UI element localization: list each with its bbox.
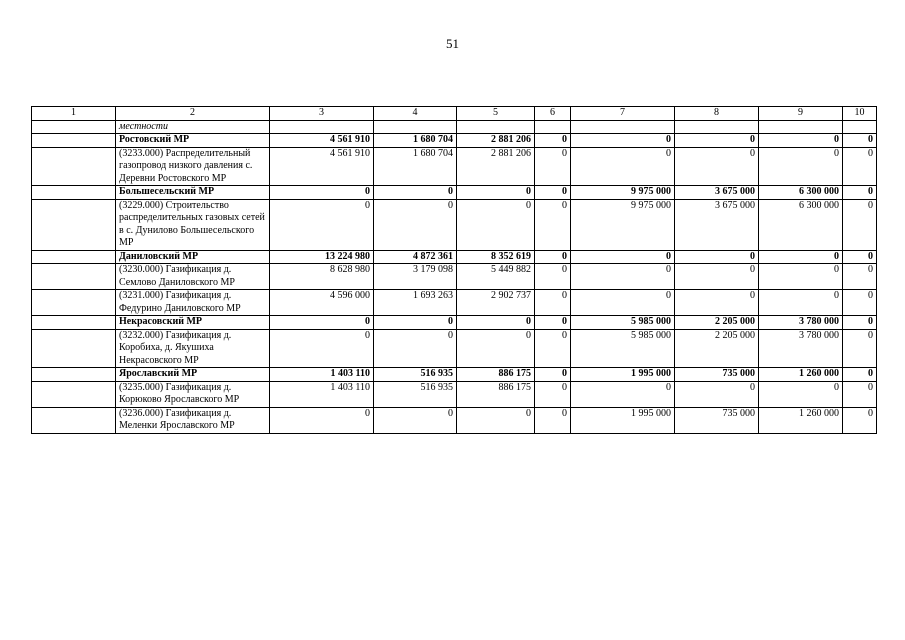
table-cell-name: Ростовский МР — [116, 134, 270, 148]
column-header: 2 — [116, 107, 270, 121]
table-row-district — [32, 368, 877, 382]
table-row — [32, 329, 877, 368]
table-cell: 4 872 361 — [374, 250, 457, 264]
table-cell: 0 — [759, 381, 843, 407]
table-cell: 0 — [759, 147, 843, 186]
table-header-row — [32, 107, 877, 121]
table-cell: 5 985 000 — [571, 329, 675, 368]
column-header: 1 — [32, 107, 116, 121]
table-cell: 0 — [374, 199, 457, 250]
table-cell: 0 — [535, 147, 571, 186]
table-cell: 0 — [759, 264, 843, 290]
table-cell: 5 449 882 — [457, 264, 535, 290]
table-cell: 0 — [535, 316, 571, 330]
table-body — [32, 107, 877, 434]
table-cell: 0 — [843, 264, 877, 290]
table-cell-name: Даниловский МР — [116, 250, 270, 264]
table-cell: 0 — [571, 264, 675, 290]
table-cell: 8 352 619 — [457, 250, 535, 264]
table-cell: 0 — [759, 134, 843, 148]
table-cell — [32, 407, 116, 433]
table-cell: 2 881 206 — [457, 147, 535, 186]
table-cell: 1 260 000 — [759, 368, 843, 382]
table-cell: 0 — [457, 316, 535, 330]
table-cell: 0 — [843, 381, 877, 407]
table-cell: 0 — [675, 250, 759, 264]
table-cell: 735 000 — [675, 407, 759, 433]
table-cell: 0 — [535, 368, 571, 382]
table-cell: 0 — [457, 186, 535, 200]
table-cell-name: (3232.000) Газификация д. Коробиха, д. Якушиха Некрасовского МР — [116, 329, 270, 368]
table-cell: 0 — [843, 186, 877, 200]
table-cell-name: (3233.000) Распределительный газопровод низкого давления с. Деревни Ростовского МР — [116, 147, 270, 186]
table-cell: 0 — [843, 147, 877, 186]
page-number: 51 — [446, 36, 459, 51]
table-cell: 0 — [843, 329, 877, 368]
table-cell: 9 975 000 — [571, 199, 675, 250]
table-cell: 0 — [535, 186, 571, 200]
table-cell: 5 985 000 — [571, 316, 675, 330]
table-cell: 3 780 000 — [759, 329, 843, 368]
table-cell — [32, 381, 116, 407]
table-cell: 3 780 000 — [759, 316, 843, 330]
table-cell-name: (3229.000) Строительство распределительных газовых сетей в с. Дунилово Большесельского МР — [116, 199, 270, 250]
table-cell: 0 — [675, 290, 759, 316]
table-cell: 6 300 000 — [759, 199, 843, 250]
table-cell — [32, 316, 116, 330]
table-cell: 1 693 263 — [374, 290, 457, 316]
table-cell: 1 403 110 — [270, 381, 374, 407]
table-cell: 2 205 000 — [675, 329, 759, 368]
table-cell: 0 — [270, 407, 374, 433]
table-cell: 1 995 000 — [571, 368, 675, 382]
table-cell: 0 — [374, 186, 457, 200]
table-cell: 0 — [571, 381, 675, 407]
table-cell: 0 — [457, 407, 535, 433]
table-cell — [374, 120, 457, 134]
table-row — [32, 290, 877, 316]
table-cell: 2 902 737 — [457, 290, 535, 316]
table-cell — [675, 120, 759, 134]
column-header: 4 — [374, 107, 457, 121]
table-cell: 1 403 110 — [270, 368, 374, 382]
table-row — [32, 147, 877, 186]
table-cell — [571, 120, 675, 134]
table-cell: 4 561 910 — [270, 134, 374, 148]
table-cell — [535, 120, 571, 134]
table-row-district — [32, 186, 877, 200]
table-cell-name: Ярославский МР — [116, 368, 270, 382]
table-cell: 0 — [535, 199, 571, 250]
table-cell: 0 — [374, 329, 457, 368]
table-cell: 0 — [675, 381, 759, 407]
table-cell: 2 205 000 — [675, 316, 759, 330]
column-header: 9 — [759, 107, 843, 121]
table-row — [32, 120, 877, 134]
table-cell-name: (3231.000) Газификация д. Федурино Даниловского МР — [116, 290, 270, 316]
table-cell: 0 — [535, 250, 571, 264]
table-cell — [32, 290, 116, 316]
table-cell: 0 — [535, 329, 571, 368]
table-cell: 0 — [843, 316, 877, 330]
table-row-district — [32, 134, 877, 148]
table-cell — [32, 329, 116, 368]
table-cell-name: Большесельский МР — [116, 186, 270, 200]
table-cell: 886 175 — [457, 381, 535, 407]
budget-table — [31, 106, 877, 434]
table-cell-name: местности — [116, 120, 270, 134]
table-cell: 0 — [843, 407, 877, 433]
table-cell: 0 — [675, 264, 759, 290]
column-header: 5 — [457, 107, 535, 121]
table-cell: 3 675 000 — [675, 199, 759, 250]
table-cell: 0 — [535, 407, 571, 433]
table-cell: 9 975 000 — [571, 186, 675, 200]
table-cell: 4 596 000 — [270, 290, 374, 316]
table-cell: 0 — [535, 381, 571, 407]
table-cell: 0 — [843, 290, 877, 316]
table-row — [32, 199, 877, 250]
table-cell: 0 — [374, 407, 457, 433]
table-cell — [32, 186, 116, 200]
table-cell: 0 — [457, 329, 535, 368]
table-cell-name: Некрасовский МР — [116, 316, 270, 330]
table-cell — [32, 250, 116, 264]
table-cell: 0 — [571, 147, 675, 186]
table-cell: 0 — [374, 316, 457, 330]
table-cell — [32, 120, 116, 134]
table-cell: 0 — [759, 250, 843, 264]
table-cell — [32, 264, 116, 290]
table-cell: 1 995 000 — [571, 407, 675, 433]
table-cell: 0 — [571, 250, 675, 264]
table-cell: 1 680 704 — [374, 147, 457, 186]
table-row — [32, 264, 877, 290]
table-cell: 0 — [270, 329, 374, 368]
table-cell: 0 — [843, 199, 877, 250]
table-cell: 0 — [535, 264, 571, 290]
table-cell: 8 628 980 — [270, 264, 374, 290]
column-header: 6 — [535, 107, 571, 121]
table-cell: 886 175 — [457, 368, 535, 382]
table-cell: 0 — [270, 186, 374, 200]
table-cell-name: (3230.000) Газификация д. Семлово Даниловского МР — [116, 264, 270, 290]
table-cell: 0 — [843, 368, 877, 382]
table-cell: 3 179 098 — [374, 264, 457, 290]
table-cell: 0 — [457, 199, 535, 250]
table-cell: 516 935 — [374, 368, 457, 382]
table-row — [32, 381, 877, 407]
table-cell — [32, 368, 116, 382]
table-cell: 0 — [270, 316, 374, 330]
table-cell: 0 — [759, 290, 843, 316]
column-header: 10 — [843, 107, 877, 121]
table-cell: 516 935 — [374, 381, 457, 407]
table-cell — [32, 147, 116, 186]
table-cell: 735 000 — [675, 368, 759, 382]
table-cell: 3 675 000 — [675, 186, 759, 200]
table-cell: 0 — [571, 290, 675, 316]
table-cell: 6 300 000 — [759, 186, 843, 200]
table-row-district — [32, 316, 877, 330]
table-cell: 0 — [675, 147, 759, 186]
table-cell: 13 224 980 — [270, 250, 374, 264]
table-row — [32, 407, 877, 433]
table-cell — [457, 120, 535, 134]
table-cell — [759, 120, 843, 134]
table-row-district — [32, 250, 877, 264]
table-cell: 2 881 206 — [457, 134, 535, 148]
table-cell: 0 — [843, 250, 877, 264]
table-cell — [32, 134, 116, 148]
table-cell: 1 260 000 — [759, 407, 843, 433]
table-cell: 0 — [535, 290, 571, 316]
table-cell: 4 561 910 — [270, 147, 374, 186]
table-cell: 1 680 704 — [374, 134, 457, 148]
column-header: 7 — [571, 107, 675, 121]
column-header: 8 — [675, 107, 759, 121]
table-cell — [270, 120, 374, 134]
column-header: 3 — [270, 107, 374, 121]
table-cell — [843, 120, 877, 134]
table-cell-name: (3235.000) Газификация д. Корюково Ярославского МР — [116, 381, 270, 407]
table-cell-name: (3236.000) Газификация д. Меленки Ярославского МР — [116, 407, 270, 433]
table-cell: 0 — [675, 134, 759, 148]
table-cell: 0 — [535, 134, 571, 148]
table-cell: 0 — [571, 134, 675, 148]
table-cell — [32, 199, 116, 250]
table-cell: 0 — [270, 199, 374, 250]
table-cell: 0 — [843, 134, 877, 148]
